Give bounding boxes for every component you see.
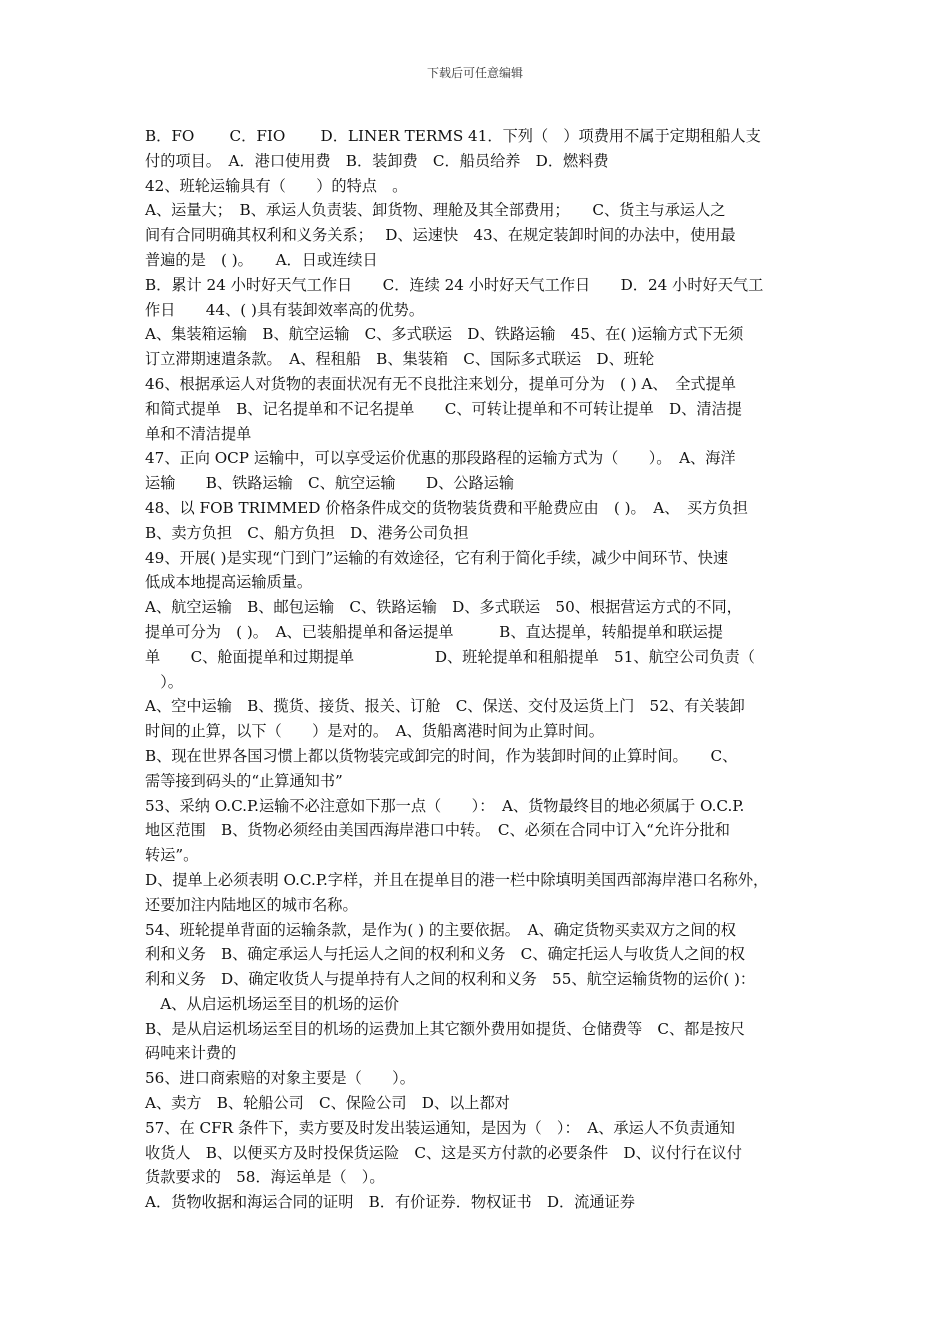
text-line: 还要加注内陆地区的城市名称。	[145, 895, 358, 914]
text-line: 转运”。	[145, 846, 199, 865]
text-line: 付的项目。 A．港口使用费 B．装卸费 C．船员给养 D．燃料费	[145, 151, 609, 170]
text-line: 和简式提单 B、记名提单和不记名提单 C、可转让提单和不可转让提单 D、清洁提	[145, 399, 742, 418]
text-line: 间有合同明确其权利和义务关系； D、运速快 43、在规定装卸时间的办法中，使用最	[145, 226, 736, 245]
text-line: 地区范围 B、货物必须经由美国西海岸港口中转。 C、必须在合同中订入“允许分批和	[145, 821, 730, 840]
text-line: B．累计 24 小时好天气工作日 C．连续 24 小时好天气工作日 D．24 小时好天气工	[145, 275, 764, 294]
text-line: A、空中运输 B、揽货、接货、报关、订舱 C、保送、交付及运货上门 52、有关装卸	[145, 697, 745, 716]
text-line: 运输 B、铁路运输 C、航空运输 D、公路运输	[145, 474, 515, 493]
text-line: 53、采纳 O.C.P.运输不必注意如下那一点（ ）： A、货物最终目的地必须属于 O.C.P.	[145, 796, 745, 815]
text-line: 48、以 FOB TRIMMED 价格条件成交的货物装货费和平舱费应由 ( )。 A、 买方负担	[145, 498, 748, 517]
text-line: 作日 44、( )具有装卸效率高的优势。	[145, 300, 425, 319]
text-line: 码吨来计费的	[145, 1044, 237, 1063]
text-line: 利和义务 B、确定承运人与托运人之间的权利和义务 C、确定托运人与收货人之间的权	[145, 945, 745, 964]
text-line: 货款要求的 58．海运单是（ ）。	[145, 1168, 385, 1187]
question-text-body	[145, 124, 810, 1215]
text-line: B、卖方负担 C、船方负担 D、港务公司负担	[145, 523, 469, 542]
text-line: ）。	[145, 672, 183, 691]
text-line: 单 C、舱面提单和过期提单 D、班轮提单和租船提单 51、航空公司负责（	[145, 647, 755, 666]
text-line: 57、在 CFR 条件下，卖方要及时发出装运通知，是因为（ ）： A、承运人不负责通知	[145, 1118, 735, 1137]
text-line: 低成本地提高运输质量。	[145, 573, 313, 592]
text-line: 47、正向 OCP 运输中，可以享受运价优惠的那段路程的运输方式为（ ）。 A、海洋	[145, 449, 736, 468]
text-line: 42、班轮运输具有（ ）的特点 。	[145, 176, 408, 195]
text-line: A、运量大； B、承运人负责装、卸货物、理舱及其全部费用； C、货主与承运人之	[145, 201, 726, 220]
text-line: 56、进口商索赔的对象主要是（ ）。	[145, 1069, 415, 1088]
text-line: 54、班轮提单背面的运输条款，是作为( ) 的主要依据。 A、确定货物买卖双方之间的权	[145, 920, 736, 939]
text-line: 收货人 B、以便买方及时投保货运险 C、这是买方付款的必要条件 D、议付行在议付	[145, 1143, 742, 1162]
text-line: A、卖方 B、轮船公司 C、保险公司 D、以上都对	[145, 1094, 510, 1113]
text-line: A．货物收据和海运合同的证明 B．有价证券．物权证书 D．流通证券	[145, 1193, 635, 1212]
text-line: 利和义务 D、确定收货人与提单持有人之间的权利和义务 55、航空运输货物的运价( )：	[145, 970, 756, 989]
text-line: B．FO C．FIO D．LINER TERMS 41．下列（ ）项费用不属于定期租船人支	[145, 127, 761, 145]
page-header: 下载后可任意编辑	[426, 66, 523, 80]
text-line: 单和不清洁提单	[145, 424, 252, 443]
text-line: 时间的止算，以下（ ）是对的。 A、货船离港时间为止算时间。	[145, 722, 604, 741]
text-line: 提单可分为 ( )。 A、已装船提单和备运提单 B、直达提单，转船提单和联运提	[145, 622, 723, 641]
text-line: 普遍的是 ( )。 A．日或连续日	[145, 250, 378, 269]
text-line: 46、根据承运人对货物的表面状况有无不良批注来划分，提单可分为 ( ) A、 全式提单	[145, 374, 736, 393]
text-line: 订立滞期速遣条款。 A、程租船 B、集装箱 C、国际多式联运 D、班轮	[145, 350, 655, 369]
text-line: B、是从启运机场运至目的机场的运费加上其它额外费用如提货、仓储费等 C、都是按尺	[145, 1019, 745, 1038]
text-line: 需等接到码头的“止算通知书”	[145, 771, 343, 790]
text-line: A、从启运机场运至目的机场的运价	[145, 994, 399, 1013]
text-line: A、航空运输 B、邮包运输 C、铁路运输 D、多式联运 50、根据营运方式的不同，	[145, 598, 742, 617]
text-line: 49、开展( )是实现“门到门”运输的有效途径，它有利于简化手续，减少中间环节、快速	[145, 548, 729, 567]
text-line: A、集装箱运输 B、航空运输 C、多式联运 D、铁路运输 45、在( )运输方式下无须	[145, 325, 744, 344]
text-line: B、现在世界各国习惯上都以货物装完或卸完的时间，作为装卸时间的止算时间。 C、	[145, 746, 738, 765]
text-line: D、提单上必须表明 O.C.P.字样，并且在提单目的港一栏中除填明美国西部海岸港口名称外，	[145, 870, 769, 889]
